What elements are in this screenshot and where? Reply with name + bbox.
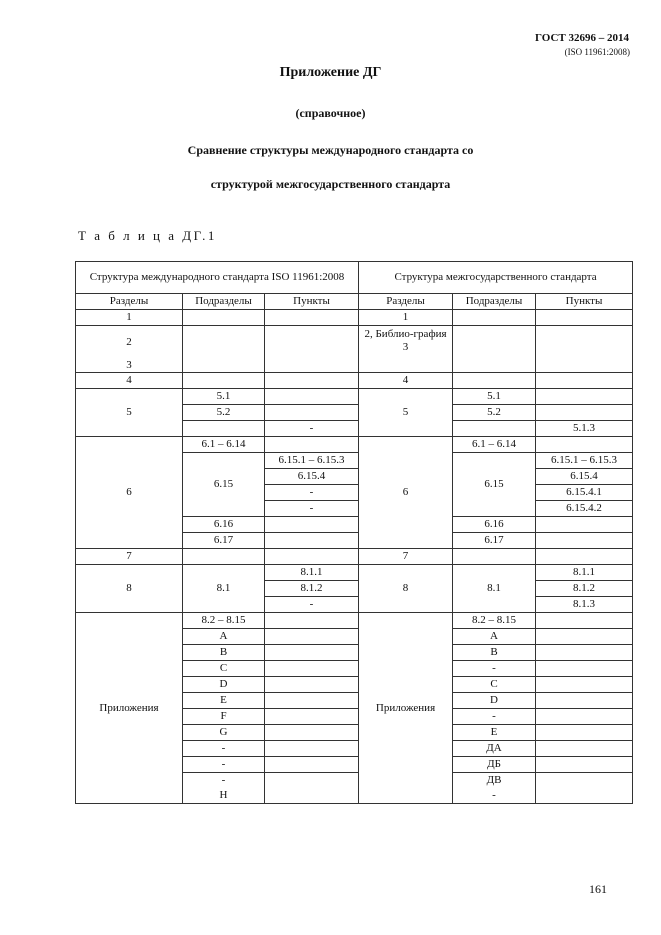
table-cell — [183, 310, 265, 326]
page-number: 161 — [589, 882, 607, 896]
table-cell: 6.16 — [183, 517, 265, 533]
gost-code: ГОСТ 32696 – 2014 — [535, 32, 629, 44]
table-cell: - — [265, 485, 359, 501]
heading-line-1: Сравнение структуры международного стандарта со — [187, 143, 474, 157]
annex-cell: - — [183, 773, 265, 789]
table-cell — [453, 310, 536, 326]
table-cell — [183, 549, 265, 565]
annex-cell: E — [453, 725, 536, 741]
table-cell — [265, 517, 359, 533]
appendix-subtitle: (справочное) — [295, 106, 366, 120]
appendix-title: Приложение ДГ — [279, 65, 382, 80]
table-cell: 6.15 — [453, 453, 536, 517]
table-cell — [536, 326, 633, 373]
table-cell — [265, 326, 359, 373]
table-cell — [536, 709, 633, 725]
table-cell: - — [265, 597, 359, 613]
annex-cell: B — [453, 645, 536, 661]
table-cell — [265, 389, 359, 405]
col-items: Пункты — [536, 294, 633, 310]
table-cell: 5.2 — [183, 405, 265, 421]
table-cell — [265, 373, 359, 389]
table-cell — [265, 613, 359, 629]
table-cell: 8 — [76, 565, 183, 613]
table-cell: 6.15.1 – 6.15.3 — [265, 453, 359, 469]
annex-cell: H — [183, 788, 265, 804]
table-caption: Т а б л и ц а ДГ.1 — [78, 228, 217, 243]
table-cell — [359, 326, 453, 373]
table-cell — [265, 629, 359, 645]
table-cell — [265, 645, 359, 661]
table-cell: 4 — [359, 373, 453, 389]
table-cell — [265, 741, 359, 757]
table-cell: 6.16 — [453, 517, 536, 533]
table-cell — [536, 725, 633, 741]
annex-cell: - — [183, 757, 265, 773]
col-items: Пункты — [265, 294, 359, 310]
table-cell — [183, 421, 265, 437]
table-cell: 8.2 – 8.15 — [453, 613, 536, 629]
table-cell — [265, 310, 359, 326]
table-cell: 6.15.4.1 — [536, 485, 633, 501]
table-cell — [265, 533, 359, 549]
table-cell — [76, 326, 183, 373]
table-cell: 6.15 — [183, 453, 265, 517]
annex-cell: A — [453, 629, 536, 645]
table-cell — [265, 757, 359, 773]
table-cell — [536, 773, 633, 804]
table-cell: 8.1.2 — [536, 581, 633, 597]
table-cell — [536, 373, 633, 389]
table-cell: 6.17 — [183, 533, 265, 549]
table-cell — [536, 661, 633, 677]
iso-reference: (ISO 11961:2008) — [564, 47, 630, 57]
table-cell — [536, 389, 633, 405]
annex-cell: ДА — [453, 741, 536, 757]
annex-cell: C — [183, 661, 265, 677]
annex-cell: - — [453, 788, 536, 804]
table-cell — [265, 549, 359, 565]
table-cell: 4 — [76, 373, 183, 389]
table-cell: 6 — [359, 437, 453, 549]
table-cell — [265, 725, 359, 741]
table-cell — [183, 326, 265, 373]
table-cell: - — [265, 501, 359, 517]
table-cell: 5.2 — [453, 405, 536, 421]
table-cell: Приложения — [76, 613, 183, 804]
table-cell — [536, 677, 633, 693]
table-cell — [265, 437, 359, 453]
col-sections: Разделы — [359, 294, 453, 310]
table-cell — [536, 437, 633, 453]
col-subsections: Подразделы — [183, 294, 265, 310]
table-cell: 1 — [359, 310, 453, 326]
table-cell: 6.17 — [453, 533, 536, 549]
table-cell: 6.15.4 — [536, 469, 633, 485]
table-cell: 6.15.4.2 — [536, 501, 633, 517]
table-cell — [536, 533, 633, 549]
table-cell — [536, 757, 633, 773]
annex-cell: D — [183, 677, 265, 693]
col-subsections: Подразделы — [453, 294, 536, 310]
table-cell — [536, 629, 633, 645]
table-cell: 6.15.4 — [265, 469, 359, 485]
table-cell: 5.1 — [453, 389, 536, 405]
table-cell: 8.1 — [183, 565, 265, 613]
table-cell: 5.1.3 — [536, 421, 633, 437]
table-cell — [453, 421, 536, 437]
intl-section-3: 3 — [126, 359, 132, 371]
table-cell: 6.1 – 6.14 — [453, 437, 536, 453]
table-cell: 7 — [359, 549, 453, 565]
annex-cell: A — [183, 629, 265, 645]
table-cell: 8 — [359, 565, 453, 613]
annex-cell: ДВ — [453, 773, 536, 789]
table-cell — [265, 405, 359, 421]
table-cell — [453, 549, 536, 565]
table-cell — [265, 661, 359, 677]
table-cell: 6.15.1 – 6.15.3 — [536, 453, 633, 469]
table-cell: 8.2 – 8.15 — [183, 613, 265, 629]
annex-cell: - — [453, 709, 536, 725]
annex-cell: - — [453, 661, 536, 677]
table-cell: 6.1 – 6.14 — [183, 437, 265, 453]
table-cell — [453, 373, 536, 389]
table-cell — [536, 645, 633, 661]
table-cell: 1 — [76, 310, 183, 326]
table-cell — [265, 773, 359, 804]
header-intl: Структура международного стандарта ISO 11961:2008 — [76, 262, 359, 294]
header-interstate: Структура межгосударственного стандарта — [359, 262, 633, 294]
mgs-section-3: 3 — [402, 341, 409, 353]
table-cell: 5 — [359, 389, 453, 437]
table-cell — [265, 693, 359, 709]
table-cell — [536, 613, 633, 629]
col-sections: Разделы — [76, 294, 183, 310]
structure-comparison-table — [75, 261, 633, 804]
table-cell: 8.1 — [453, 565, 536, 613]
table-cell: - — [265, 421, 359, 437]
table-cell: 8.1.2 — [265, 581, 359, 597]
table-cell — [265, 677, 359, 693]
heading-line-2: структурой межгосударственного стандарта — [210, 177, 451, 191]
table-cell: 8.1.1 — [536, 565, 633, 581]
mgs-section-2-bibliography: 2, Библио-графия — [364, 328, 447, 340]
table-cell: 6 — [76, 437, 183, 549]
annex-cell: G — [183, 725, 265, 741]
table-cell: Приложения — [359, 613, 453, 804]
table-cell — [536, 405, 633, 421]
table-cell — [183, 373, 265, 389]
table-cell: 5.1 — [183, 389, 265, 405]
annex-cell: - — [183, 741, 265, 757]
table-cell: 5 — [76, 389, 183, 437]
annex-cell: F — [183, 709, 265, 725]
annex-cell: C — [453, 677, 536, 693]
table-cell: 7 — [76, 549, 183, 565]
table-cell — [536, 310, 633, 326]
intl-section-2: 2 — [126, 336, 132, 348]
table-cell — [536, 741, 633, 757]
table-cell: 8.1.3 — [536, 597, 633, 613]
table-cell — [536, 693, 633, 709]
table-cell — [453, 326, 536, 373]
table-cell: 8.1.1 — [265, 565, 359, 581]
table-cell — [265, 709, 359, 725]
annex-cell: B — [183, 645, 265, 661]
table-cell — [536, 517, 633, 533]
annex-cell: E — [183, 693, 265, 709]
annex-cell: D — [453, 693, 536, 709]
table-cell — [536, 549, 633, 565]
annex-cell: ДБ — [453, 757, 536, 773]
